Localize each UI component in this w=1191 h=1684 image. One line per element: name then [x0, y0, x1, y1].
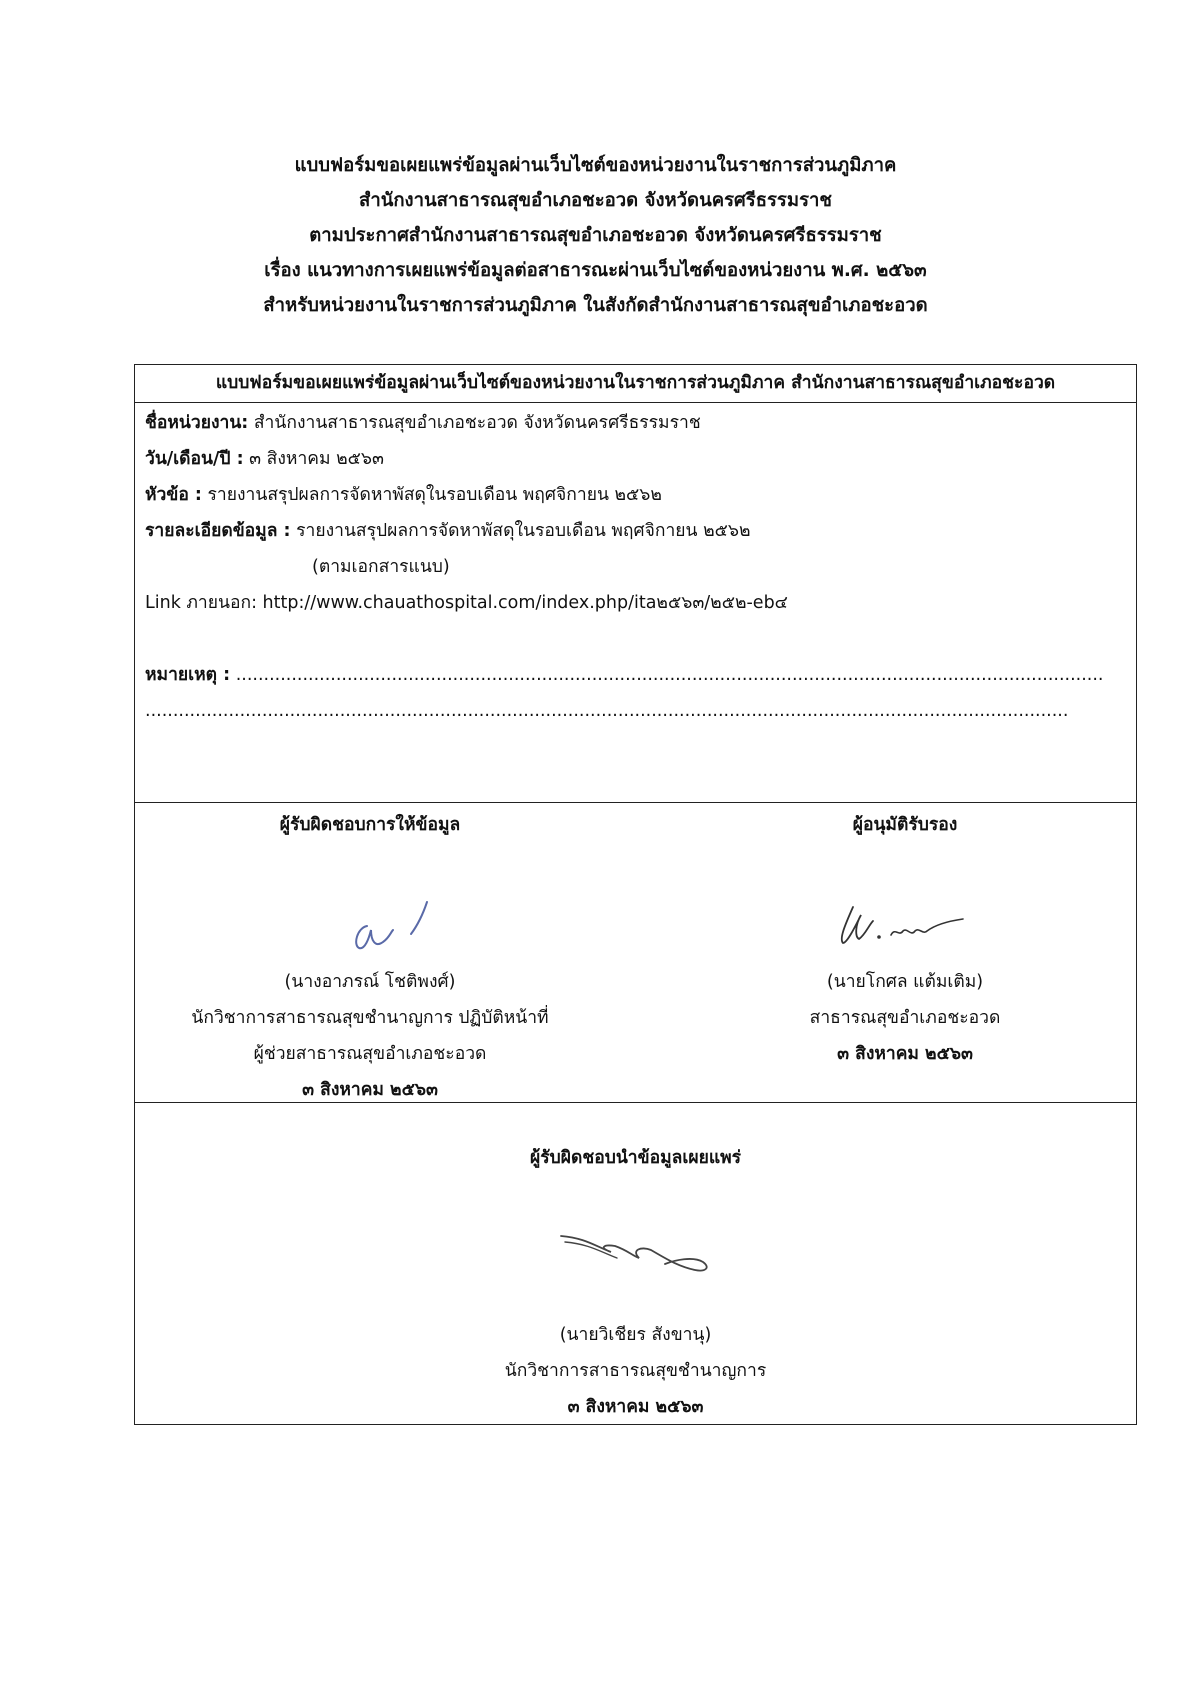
date-value: ๓ สิงหาคม ๒๕๖๓	[243, 449, 384, 469]
section-divider-2	[135, 1102, 1136, 1103]
form-details	[145, 405, 1126, 729]
signatory-left-details	[135, 964, 605, 1108]
agency-label: ชื่อหน่วยงาน:	[145, 413, 249, 433]
publication-request-form	[134, 364, 1137, 1425]
signatory-bottom-date: ๓ สิงหาคม ๒๕๖๓	[567, 1397, 704, 1417]
signatory-left-position-1: นักวิชาการสาธารณสุขชำนาญการ ปฏิบัติหน้าที่	[191, 1008, 549, 1028]
signatory-left	[135, 810, 605, 840]
signatory-left-title: ผู้รับผิดชอบการให้ข้อมูล	[279, 815, 461, 835]
signature-bottom-image	[555, 1222, 725, 1286]
signatory-left-position-2: ผู้ช่วยสาธารณสุขอำเภอชะอวด	[253, 1044, 487, 1064]
detail-note: (ตามเอกสารแนบ)	[312, 557, 450, 577]
form-title: แบบฟอร์มขอเผยแพร่ข้อมูลผ่านเว็บไซต์ของหน่วยงานในราชการส่วนภูมิภาค สำนักงานสาธารณสุขอำเภอชะอวด	[135, 365, 1136, 403]
signatory-right-date: ๓ สิงหาคม ๒๕๖๓	[837, 1044, 973, 1064]
signatory-right-position-1: สาธารณสุขอำเภอชะอวด	[809, 1008, 1001, 1028]
heading-line-2: สำนักงานสาธารณสุขอำเภอชะอวด จังหวัดนครศรีธรรมราช	[359, 190, 832, 211]
detail-label: รายละเอียดข้อมูล :	[145, 521, 291, 541]
date-field	[145, 441, 1126, 477]
heading-line-1: แบบฟอร์มขอเผยแพร่ข้อมูลผ่านเว็บไซต์ของหน่วยงานในราชการส่วนภูมิภาค	[294, 155, 897, 176]
remark-dots-line: ......................................................................................................................................................................	[145, 701, 1069, 721]
signatory-left-name: (นางอาภรณ์ โชติพงศ์)	[284, 972, 456, 992]
signatory-right-details	[695, 964, 1115, 1072]
topic-field	[145, 477, 1126, 513]
signature-left-image	[345, 890, 455, 960]
agency-value: สำนักงานสาธารณสุขอำเภอชะอวด จังหวัดนครศรีธรรมราช	[248, 413, 701, 433]
signature-right-image	[825, 895, 975, 955]
spacer	[145, 621, 1126, 657]
document-heading	[0, 148, 1191, 323]
signatory-left-date: ๓ สิงหาคม ๒๕๖๓	[302, 1080, 438, 1100]
signatory-right	[695, 810, 1115, 840]
topic-label: หัวข้อ :	[145, 485, 202, 505]
signatory-bottom-title: ผู้รับผิดชอบนำข้อมูลเผยแพร่	[529, 1148, 742, 1168]
signatory-bottom	[135, 1143, 1136, 1173]
link-label: Link ภายนอก:	[145, 593, 257, 613]
heading-line-4: เรื่อง แนวทางการเผยแพร่ข้อมูลต่อสาธารณะผ่านเว็บไซต์ของหน่วยงาน พ.ศ. ๒๕๖๓	[264, 260, 927, 281]
signatory-right-title: ผู้อนุมัติรับรอง	[852, 815, 958, 835]
remark-dots: ............................................................................................................................................................	[230, 665, 1104, 685]
section-divider-1	[135, 802, 1136, 803]
signatory-right-name: (นายโกศล แต้มเติม)	[826, 972, 984, 992]
heading-line-3: ตามประกาศสำนักงานสาธารณสุขอำเภอชะอวด จังหวัดนครศรีธรรมราช	[309, 225, 882, 246]
signatory-bottom-name: (นายวิเชียร สังขานุ)	[559, 1325, 712, 1345]
detail-field	[145, 513, 1126, 549]
detail-value: รายงานสรุปผลการจัดหาพัสดุในรอบเดือน พฤศจิกายน ๒๕๖๒	[290, 521, 751, 541]
remark-label: หมายเหตุ :	[145, 665, 231, 685]
remark-field	[145, 657, 1126, 693]
date-label: วัน/เดือน/ปี :	[145, 449, 244, 469]
signatory-bottom-position-1: นักวิชาการสาธารณสุขชำนาญการ	[504, 1361, 767, 1381]
heading-line-5: สำหรับหน่วยงานในราชการส่วนภูมิภาค ในสังกัดสำนักงานสาธารณสุขอำเภอชะอวด	[263, 295, 928, 316]
link-value[interactable]: http://www.chauathospital.com/index.php/ita๒๕๖๓/๒๕๒-eb๔	[256, 593, 788, 613]
signatory-bottom-details	[135, 1317, 1136, 1425]
link-field	[145, 585, 1126, 621]
topic-value: รายงานสรุปผลการจัดหาพัสดุในรอบเดือน พฤศจิกายน ๒๕๖๒	[201, 485, 662, 505]
agency-field	[145, 405, 1126, 441]
